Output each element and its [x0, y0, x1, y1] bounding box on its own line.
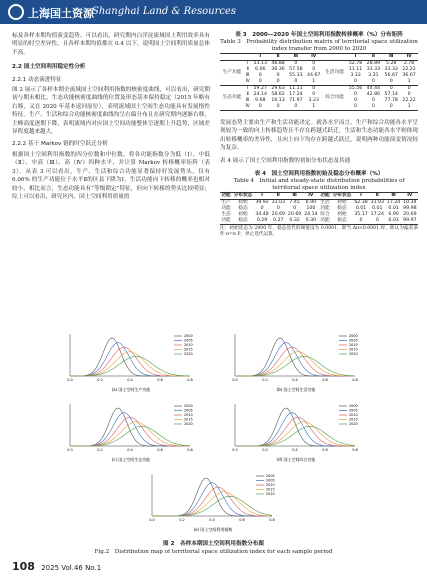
- density-series-2010: [235, 417, 355, 446]
- density-series-2005: [70, 413, 190, 446]
- legend-label: 2020: [184, 352, 193, 357]
- figure-caption: [12, 540, 415, 556]
- legend-label: 2015: [349, 347, 358, 352]
- x-tick-label: 0.0: [67, 448, 73, 452]
- density-series-2000: [235, 338, 355, 376]
- x-tick-label: 0.0: [67, 378, 73, 382]
- legend-label: 2015: [349, 417, 358, 422]
- x-tick-label: 0.0: [149, 518, 155, 522]
- table-row: Ⅱ 24.14 58.62 17.24 0 0 42.86 57.14 0: [246, 92, 411, 97]
- table4-title: 表 4 国土空间利用指数初始及稳态分布概率（%）: [254, 171, 384, 178]
- issue-info: 2025 Vol.46 No.1: [41, 564, 102, 572]
- table-row: Ⅳ 0 0 0 1 0 0 0 1: [220, 104, 418, 111]
- panel-label: (d) 国土空间综合功能: [276, 457, 316, 462]
- right-column: [220, 32, 418, 242]
- table-row: Ⅳ 0 0 0 1 0 0 0 1: [220, 79, 418, 86]
- legend-label: 2010: [349, 343, 358, 348]
- density-plot: [56, 328, 206, 394]
- density-series-2000: [70, 338, 190, 376]
- left-column: [12, 32, 210, 205]
- density-plot: [138, 468, 288, 534]
- page-footer: [12, 560, 101, 573]
- figure-panel-a: [56, 328, 206, 394]
- table-row: 功能 稳态 0 0 0 100 功能 稳态 0.01 0.01 0.01 99.98: [221, 206, 417, 212]
- table-row: Ⅲ 0 0 55.33 44.67 3.33 3.31 56.67 36.67: [246, 73, 416, 78]
- figure-panel-c: [56, 398, 206, 464]
- legend-label: 2005: [349, 408, 358, 413]
- figure-panel-b: [221, 328, 371, 394]
- subsection-heading: 2.2.2 基于 Markov 链的时空跃迁分析: [12, 141, 108, 148]
- x-tick-label: 0.4: [127, 378, 133, 382]
- density-series-2000: [70, 408, 190, 446]
- table-row: 生产 初始 39.92 31.03 7.45 6.90 生活 初始 62.38 31.03 17.24 10.34: [221, 200, 417, 206]
- x-tick-label: 0.4: [209, 518, 215, 522]
- density-series-2020: [70, 356, 190, 376]
- paragraph: 标及各样本期均值演变趋势。可以看出，研究期内白洋淀流域国土利用效率具有明显的时空差异性，且各样本期均值都在 0.4 以下，说明国土空间利用质量总体不高。: [12, 33, 210, 56]
- x-tick-label: 0.0: [232, 448, 238, 452]
- density-series-2020: [235, 426, 355, 446]
- density-series-2000: [152, 478, 272, 516]
- legend-label: 2015: [266, 487, 275, 492]
- table-header-row: Ⅰ Ⅱ Ⅲ Ⅳ Ⅰ Ⅱ Ⅲ Ⅳ: [220, 54, 418, 61]
- table4-note: 注：初始状态为 2000 年，稳态迭代的阈值设为 0.0001，即当 Δπ<0.0001 时，即认为偏差条件 π=π P，停止迭代运算。: [220, 226, 418, 238]
- axis: [235, 334, 355, 376]
- x-tick-label: 0.4: [292, 448, 298, 452]
- table-row: 生态功能 Ⅰ 59.27 29.63 11.11 0 综合功能 55.56 44.44 0 0: [222, 86, 411, 100]
- paragraph: 根据国土空间利用指数的四分位数和中位数，将各功能指数分为低（Ⅰ）、中低（Ⅱ）、中高（Ⅲ）、高（Ⅳ）四种水平，并计算 Markov 转移概率矩阵（表 3）。从表 3 可以看出，生产、生活和综合功能显著保持好发展势头，仅有 6.06% 的生产功能位于水平Ⅱ的区县下降为Ⅰ，生活功能向下转移的概率也相对较小，相比而言，生态功能具有“等级锁定”特征，但向下转移的势头比较明显；综上可以看出，研究区内，国土空间利用质量的: [12, 151, 210, 200]
- legend-label: 2010: [184, 413, 193, 418]
- table3: [220, 53, 418, 111]
- density-series-2005: [152, 483, 272, 516]
- paragraph: 图 2 展示了各样本期全流域国土空间利用指数的核密度曲线，可以看出，研究期初与期末相比，生态功能核密度曲线的位置及形态基本保持稳定（2015 年略有右移，又在 2020 年基本返回原位），表明流域国土空间生态功能具有发展惰性特征。生产、生活和综合功能核密度曲线均呈右偏分布且在研究期内逐渐右移，主峰高度逐期下降，表明流域内对应国土空间功能整体呈逐期上升趋势，区域差异程度越来越大。: [12, 87, 210, 136]
- x-tick-label: 0.8: [269, 518, 275, 522]
- table3-title-en: Table 3 Probability distribution matrix of territorial space utilization index transfer from 2000 to 2020: [220, 39, 418, 52]
- legend-label: 2000: [184, 404, 193, 409]
- journal-logo-icon: [8, 4, 24, 20]
- figure-panel-d: [221, 398, 371, 464]
- table-row: Ⅱ 6.06 36.36 57.58 0 11.11 33.33 33.33 22.22: [246, 67, 416, 72]
- paragraph: 表 4 展示了国土空间利用指数的初始分布状态及其通: [220, 157, 351, 164]
- figure-2: [56, 328, 371, 538]
- x-tick-label: 0.6: [322, 448, 328, 452]
- x-tick-label: 0.6: [239, 518, 245, 522]
- density-plot: [56, 398, 206, 464]
- journal-title: 上海国土资源: [28, 7, 94, 20]
- x-tick-label: 0.2: [262, 378, 268, 382]
- density-plot: [221, 328, 371, 394]
- axis: [235, 404, 355, 446]
- density-plot: [221, 398, 371, 464]
- density-series-2015: [152, 492, 272, 516]
- x-tick-label: 0.6: [157, 448, 163, 452]
- legend-label: 2000: [349, 334, 358, 339]
- x-tick-label: 0.4: [292, 378, 298, 382]
- x-tick-label: 0.8: [187, 378, 193, 382]
- table-header-row: 功能 分布状态 Ⅰ Ⅱ Ⅲ Ⅳ 功能 分布状态 Ⅰ Ⅱ Ⅲ Ⅳ: [220, 193, 418, 200]
- axis: [70, 404, 190, 446]
- density-series-2010: [235, 347, 355, 376]
- x-tick-label: 0.4: [127, 448, 133, 452]
- legend-label: 2005: [349, 338, 358, 343]
- legend-label: 2010: [184, 343, 193, 348]
- journal-title-en: Shanghai Land & Resources: [92, 6, 237, 17]
- legend-label: 2000: [266, 474, 275, 479]
- table-row: 功能 稳态 0.29 0.27 0.32 0.30 功能 稳态 0 0 0.03 99.97: [221, 218, 417, 224]
- panel-label: (c) 国土空间生态功能: [111, 457, 151, 462]
- x-tick-label: 0.2: [97, 448, 103, 452]
- table-row: 生产功能 Ⅰ 53.13 46.88 0 0 生活功能 52.78 28.89 5.28 2.78: [222, 61, 415, 75]
- legend-label: 2000: [349, 404, 358, 409]
- legend-label: 2005: [266, 478, 275, 483]
- density-series-2010: [152, 487, 272, 516]
- legend-label: 2005: [184, 338, 193, 343]
- x-tick-label: 0.2: [97, 378, 103, 382]
- legend-label: 2015: [184, 417, 193, 422]
- paragraph: 发展态势主要由生产和生活功能决定。就各水平而言，生产和综合功能各水平呈现较为一致的向上转移趋势且不存在跨越式跃迁，生活和生态功能各水平则体现出转移概率的差异性，且向上向下均存在跨越式跃迁，说明两种功能演变情况较为复杂。: [220, 120, 418, 152]
- x-tick-label: 0.8: [352, 448, 358, 452]
- density-series-2020: [70, 426, 190, 446]
- x-tick-label: 0.6: [157, 378, 163, 382]
- legend-label: 2020: [266, 492, 275, 497]
- table-row: Ⅲ 9.68 16.13 71.97 3.23 0 0 77.78 22.22: [246, 98, 416, 103]
- axis: [70, 334, 190, 376]
- section-heading: 2.2 国土空间利用稳定性分析: [12, 64, 86, 71]
- density-series-2015: [235, 352, 355, 376]
- figure-caption-en: Fig.2 Distribution map of territorial space utilization index for each sample period: [94, 549, 333, 555]
- legend-label: 2020: [349, 422, 358, 427]
- legend-label: 2005: [184, 408, 193, 413]
- table-row: 生态 初始 34.48 20.69 20.69 24.14 综合 初始 35.17 17.24 6.90 20.69: [221, 212, 417, 218]
- density-series-2015: [235, 422, 355, 446]
- panel-label: (a) 国土空间生产功能: [111, 387, 151, 392]
- density-series-2015: [70, 352, 190, 376]
- legend-label: 2010: [349, 413, 358, 418]
- journal-header: [0, 0, 427, 24]
- subsection-heading: 2.2.1 动态演进特征: [12, 76, 62, 83]
- x-tick-label: 0.2: [179, 518, 185, 522]
- legend-label: 2010: [266, 483, 275, 488]
- figure-panel-e: [138, 468, 288, 534]
- panel-label: (b) 国土空间生活功能: [276, 387, 316, 392]
- x-tick-label: 0.0: [232, 378, 238, 382]
- x-tick-label: 0.8: [187, 448, 193, 452]
- legend-label: 2020: [349, 352, 358, 357]
- legend-label: 2020: [184, 422, 193, 427]
- table4: [220, 192, 418, 225]
- table3-title: 表 3 2000—2020 年国土空间利用指数转移概率（%）分布矩阵: [235, 32, 403, 38]
- density-series-2010: [70, 417, 190, 446]
- panel-label: (e) 国土空间利用指数: [193, 527, 233, 532]
- x-tick-label: 0.8: [352, 378, 358, 382]
- legend-label: 2000: [184, 334, 193, 339]
- x-tick-label: 0.6: [322, 378, 328, 382]
- page-number: 108: [12, 560, 35, 573]
- figure-caption-cn: 图 2 各样本期国土空间利用指数分布图: [163, 541, 264, 547]
- table4-title-en: Table 4 Initial and steady-state distribution probabilities of territorial space utilization index: [233, 178, 405, 192]
- legend-label: 2015: [184, 347, 193, 352]
- x-tick-label: 0.2: [262, 448, 268, 452]
